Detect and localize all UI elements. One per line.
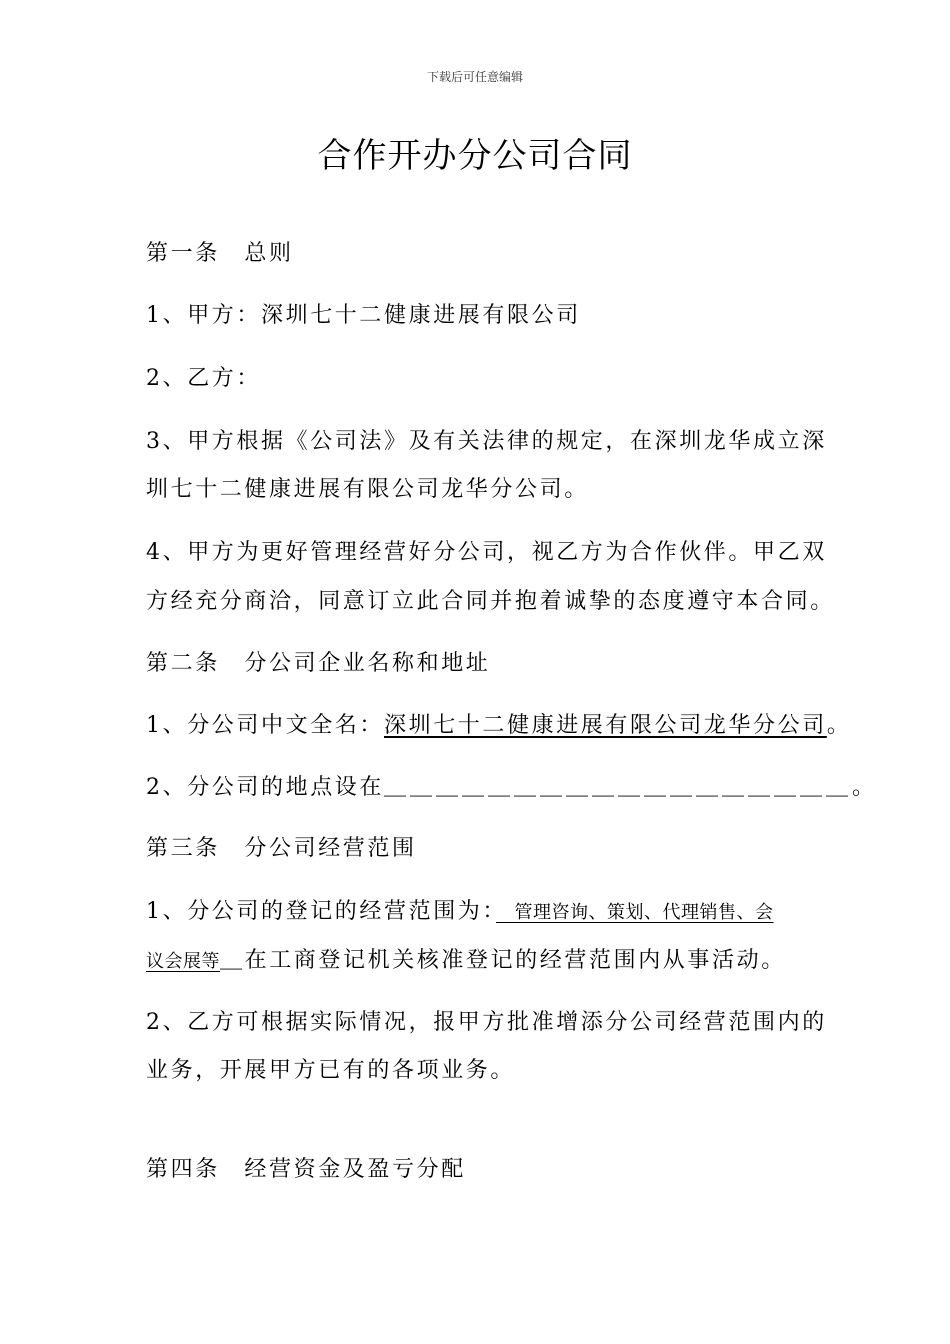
business-scope-part-2: 议会展等: [146, 951, 220, 972]
article-2-clause-2-suffix: 。: [852, 775, 877, 800]
article-2-clause-2: [146, 770, 877, 801]
article-3-clause-1-line-2: [146, 943, 816, 974]
article-1-clause-4-line-1: 4、甲方为更好管理经营好分公司，视乙方为合作伙伴。甲乙双: [146, 540, 827, 565]
document-title: 合作开办分公司合同: [317, 136, 633, 176]
article-3-clause-2-line-1: 2、乙方可根据实际情况，报甲方批准增添分公司经营范围内的: [146, 1010, 827, 1035]
article-1-party-a: 1、甲方：深圳七十二健康进展有限公司: [146, 303, 581, 328]
business-scope-blank: ＿: [220, 948, 245, 973]
article-3-clause-1-prefix: 1、分公司的登记的经营范围为：: [146, 899, 496, 924]
branch-company-name: 深圳七十二健康进展有限公司龙华分公司: [384, 713, 827, 738]
article-1-clause-4-line-2: 方经充分商洽，同意订立此合同并抱着诚挚的态度遵守本合同。: [146, 589, 835, 614]
header-note: 下载后可任意编辑: [426, 70, 523, 84]
article-3-clause-1-suffix: 在工商登记机关核准登记的经营范围内从事活动。: [244, 948, 786, 973]
article-2-clause-1-suffix: 。: [826, 713, 852, 738]
article-1-clause-3-line-1: 3、甲方根据《公司法》及有关法律的规定，在深圳龙华成立深: [146, 429, 827, 454]
address-blank: ＿＿＿＿＿＿＿＿＿＿＿＿＿＿＿＿＿＿: [384, 775, 853, 800]
article-2-clause-2-prefix: 2、分公司的地点设在: [146, 775, 384, 800]
article-2-clause-1-prefix: 1、分公司中文全名：: [146, 713, 384, 738]
article-1-clause-3-line-2: 圳七十二健康进展有限公司龙华分公司。: [146, 477, 589, 502]
article-3-heading: 第三条 分公司经营范围: [146, 836, 417, 861]
article-4-heading: 第四条 经营资金及盈亏分配: [146, 1157, 466, 1182]
article-1-heading: 第一条 总则: [146, 241, 294, 266]
article-1-party-b: 2、乙方：: [146, 366, 261, 391]
business-scope-part-1: 管理咨询、策划、代理销售、会: [496, 902, 774, 923]
article-2-heading: 第二条 分公司企业名称和地址: [146, 651, 491, 676]
article-3-clause-1-line-1: [146, 894, 816, 925]
article-3-clause-2-line-2: 业务，开展甲方已有的各项业务。: [146, 1058, 516, 1083]
article-2-clause-1: [146, 708, 852, 739]
